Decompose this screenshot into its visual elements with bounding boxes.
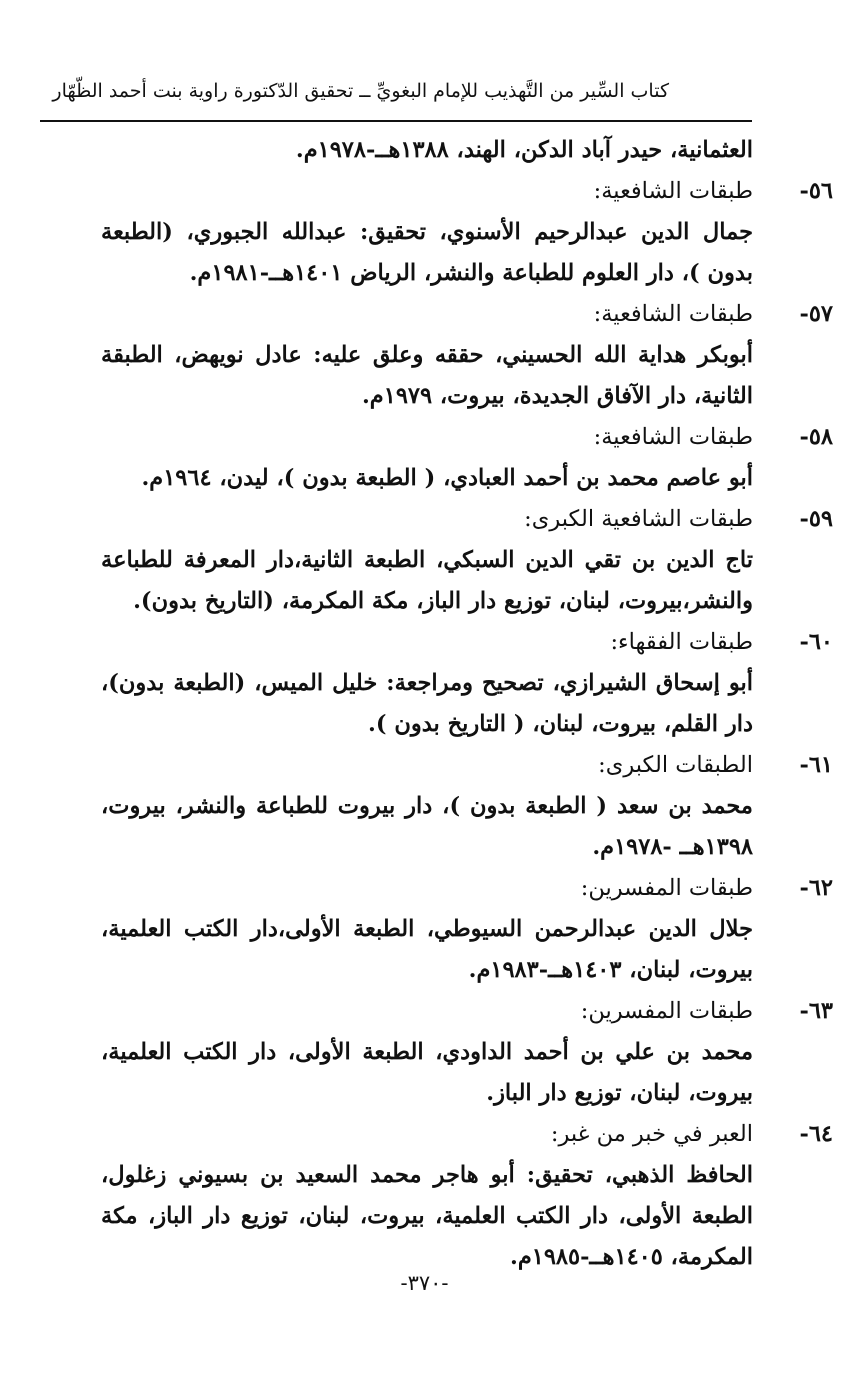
entry-text: محمد بن سعد ( الطبعة بدون )، دار بيروت للطباعة والنشر، بيروت، ١٣٩٨هــ -١٩٧٨م. [101, 793, 753, 860]
entry-number: ٥٩- [799, 506, 833, 532]
entry-number: ٥٧- [799, 301, 833, 327]
entry-title: طبقات الشافعية: [593, 301, 753, 327]
entry-title: طبقات المفسرين: [580, 875, 753, 901]
entry-number: ٦١- [799, 752, 833, 778]
entry-title: العبر في خبر من غبر: [550, 1121, 753, 1147]
running-header: كتاب السِّير من التَّهذيب للإمام البغويِّ ــ تحقيق الدّكتورة راوية بنت أحمد الظّهّار [52, 80, 669, 102]
entry-title: الطبقات الكبرى: [598, 752, 753, 778]
entry-text: الحافظ الذهبي، تحقيق: أبو هاجر محمد السعيد بن بسيوني زغلول، الطبعة الأولى، دار الكتب العلمية، بيروت، لبنان، توزيع دار الباز، مكة المكرمة، ١٤٠٥هــ-١٩٨٥م. [101, 1162, 753, 1270]
entry-heading [101, 991, 833, 1032]
entry-number: ٦٢- [799, 875, 833, 901]
entry-text-continuation: العثمانية، حيدر آباد الدكن، الهند، ١٣٨٨هــ-١٩٧٨م. [295, 137, 753, 163]
entry-number: ٦٣- [799, 998, 833, 1024]
entry-number: ٥٦- [799, 178, 833, 204]
entry-heading [101, 745, 833, 786]
entry-title: طبقات الفقهاء: [610, 629, 753, 655]
entry-number: ٥٨- [799, 424, 833, 450]
entry-text: محمد بن علي بن أحمد الداودي، الطبعة الأولى، دار الكتب العلمية، بيروت، لبنان، توزيع دار الباز. [101, 1039, 753, 1106]
entry-heading [101, 294, 833, 335]
entry-title: طبقات المفسرين: [580, 998, 753, 1024]
entry-number: ٦٤- [799, 1121, 833, 1147]
entry-heading [101, 499, 833, 540]
bibliography-list [101, 130, 833, 1278]
entry-text: أبو إسحاق الشيرازي، تصحيح ومراجعة: خليل الميس، (الطبعة بدون)، دار القلم، بيروت، لبنان، ( التاريخ بدون ). [101, 670, 753, 737]
entry-number: ٦٠- [799, 629, 833, 655]
page-number: -٣٧٠- [400, 1271, 449, 1295]
entry-title: طبقات الشافعية: [593, 424, 753, 450]
entry-title: طبقات الشافعية: [593, 178, 753, 204]
entry-heading [101, 868, 833, 909]
entry-heading [101, 1114, 833, 1155]
header-rule [40, 120, 752, 122]
entry-text: أبوبكر هداية الله الحسيني، حققه وعلق عليه: عادل نويهض، الطبقة الثانية، دار الآفاق الجديدة، بيروت، ١٩٧٩م. [101, 342, 753, 409]
entry-text: تاج الدين بن تقي الدين السبكي، الطبعة الثانية،دار المعرفة للطباعة والنشر،بيروت، لبنان، توزيع دار الباز، مكة المكرمة، (التاريخ بدون). [101, 547, 753, 614]
entry-title: طبقات الشافعية الكبرى: [524, 506, 753, 532]
entry-text: أبو عاصم محمد بن أحمد العبادي، ( الطبعة بدون )، ليدن، ١٩٦٤م. [141, 465, 753, 491]
entry-text: جلال الدين عبدالرحمن السيوطي، الطبعة الأولى،دار الكتب العلمية، بيروت، لبنان، ١٤٠٣هــ-١٩٨٣م. [101, 916, 753, 983]
entry-heading [101, 417, 833, 458]
entry-text: جمال الدين عبدالرحيم الأسنوي، تحقيق: عبدالله الجبوري، (الطبعة بدون )، دار العلوم للطباعة والنشر، الرياض ١٤٠١هــ-١٩٨١م. [101, 219, 753, 286]
entry-heading [101, 171, 833, 212]
entry-heading [101, 622, 833, 663]
